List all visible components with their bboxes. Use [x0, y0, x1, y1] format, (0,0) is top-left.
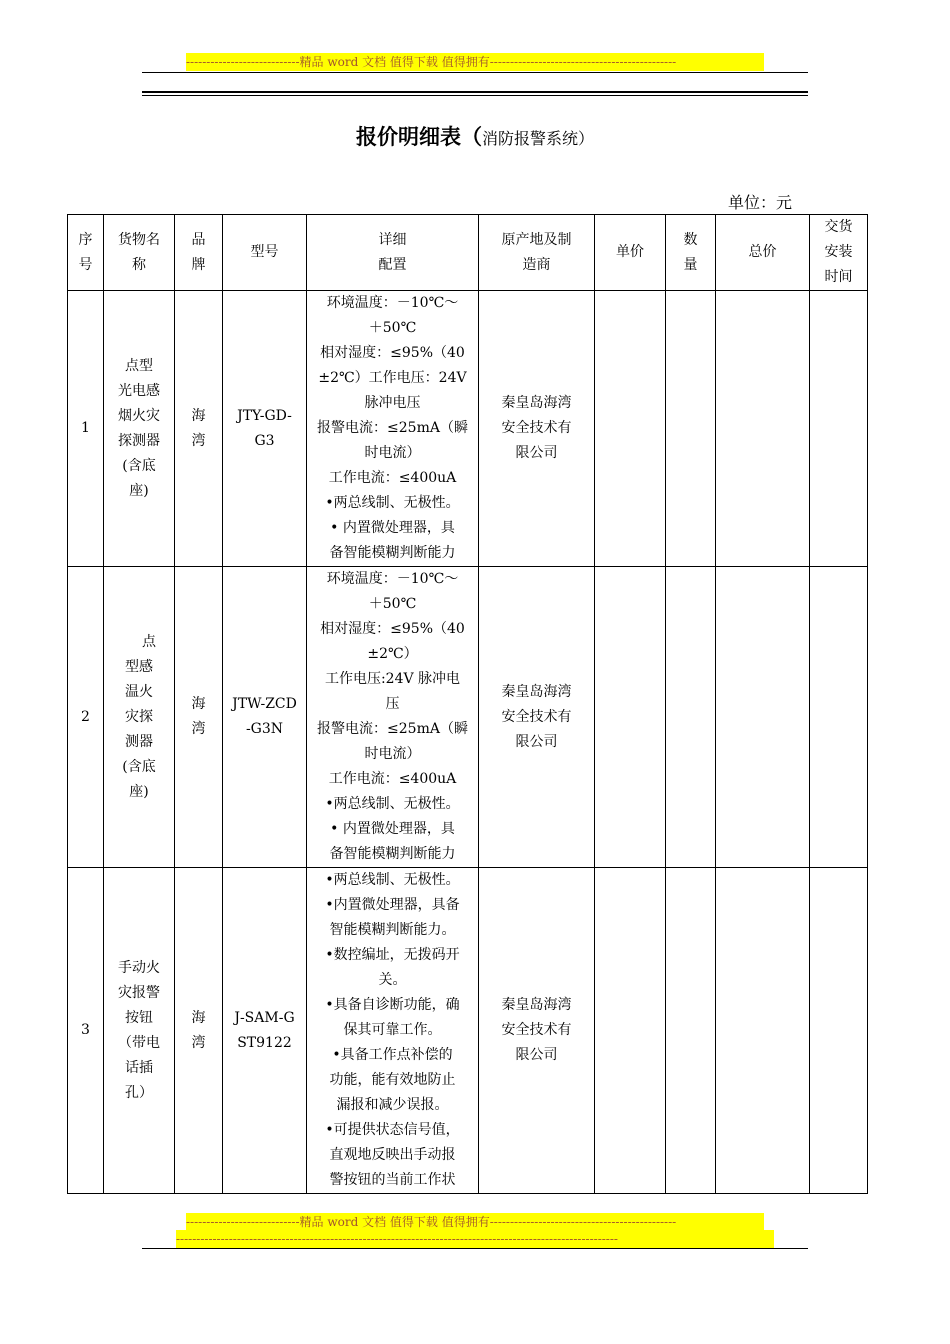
- header-rule-double-a: [142, 91, 808, 93]
- cell-model: JTY-GD- G3: [223, 291, 307, 567]
- cell-total: [716, 868, 810, 1194]
- header-rule-double-b: [142, 95, 808, 96]
- header-delivery: 交货 安装 时间: [810, 215, 868, 291]
- cell-unit-price: [595, 291, 666, 567]
- footer-banner: ----------------------------精品 word 文档 值得下载 值得拥有----------------------------------------------: [186, 1213, 764, 1231]
- cell-unit-price: [595, 567, 666, 868]
- cell-config: 环境温度：－10℃～ ＋50℃ 相对湿度：≤95%（40 ±2℃） 工作电压:24V 脉冲电 压 报警电流：≤25mA（瞬 时电流） 工作电流：≤400uA •两总线制、无极性。 • 内置微处理器，具 备智能模糊判断能力: [307, 567, 479, 868]
- footer-rule: [142, 1248, 808, 1249]
- cell-config: 环境温度：－10℃～ ＋50℃ 相对湿度：≤95%（40 ±2℃）工作电压：24V 脉冲电压 报警电流：≤25mA（瞬 时电流） 工作电流：≤400uA •两总线制、无极性。 • 内置微处理器，具 备智能模糊判断能力: [307, 291, 479, 567]
- cell-seq: 2: [68, 567, 104, 868]
- page-title: [0, 121, 950, 151]
- cell-config: •两总线制、无极性。 •内置微处理器，具备 智能模糊判断能力。 •数控编址，无拨码开 关。 •具备自诊断功能，确 保其可靠工作。 •具备工作点补偿的 功能，能有效地防止 漏报和减少误报。 •可提供状态信号值， 直观地反映出手动报 警按钮的当前工作状: [307, 868, 479, 1194]
- header-origin: 原产地及制 造商: [479, 215, 595, 291]
- table-header-row: [68, 215, 868, 291]
- cell-brand: 海 湾: [175, 567, 223, 868]
- cell-name: 点 型感 温火 灾探 测器 (含底 座): [104, 567, 175, 868]
- cell-brand: 海 湾: [175, 868, 223, 1194]
- unit-label: 单位：元: [728, 193, 793, 212]
- cell-delivery: [810, 291, 868, 567]
- header-name: 货物名 称: [104, 215, 175, 291]
- cell-unit-price: [595, 868, 666, 1194]
- header-brand: 品 牌: [175, 215, 223, 291]
- cell-model: JTW-ZCD -G3N: [223, 567, 307, 868]
- header-seq: 序 号: [68, 215, 104, 291]
- cell-seq: 3: [68, 868, 104, 1194]
- cell-origin: 秦皇岛海湾 安全技术有 限公司: [479, 868, 595, 1194]
- cell-delivery: [810, 868, 868, 1194]
- table-row: [68, 567, 868, 868]
- cell-delivery: [810, 567, 868, 868]
- table-row: [68, 868, 868, 1194]
- cell-total: [716, 291, 810, 567]
- quote-table: [67, 214, 868, 1194]
- header-qty: 数 量: [666, 215, 716, 291]
- header-total: 总价: [716, 215, 810, 291]
- header-model: 型号: [223, 215, 307, 291]
- header-banner: ----------------------------精品 word 文档 值得下载 值得拥有----------------------------------------------: [186, 53, 764, 71]
- title-sub: 消防报警系统）: [481, 129, 594, 148]
- header-unit-price: 单价: [595, 215, 666, 291]
- cell-qty: [666, 567, 716, 868]
- cell-brand: 海 湾: [175, 291, 223, 567]
- cell-qty: [666, 291, 716, 567]
- footer-banner-dashes: -------------------------------------------------------------------------------------------------------------: [176, 1230, 774, 1248]
- title-main: 报价明细表（: [355, 124, 482, 149]
- cell-origin: 秦皇岛海湾 安全技术有 限公司: [479, 291, 595, 567]
- cell-qty: [666, 868, 716, 1194]
- header-config: 详细 配置: [307, 215, 479, 291]
- cell-seq: 1: [68, 291, 104, 567]
- cell-origin: 秦皇岛海湾 安全技术有 限公司: [479, 567, 595, 868]
- cell-name: 手动火 灾报警 按钮 （带电 话插 孔）: [104, 868, 175, 1194]
- table-row: [68, 291, 868, 567]
- cell-model: J-SAM-G ST9122: [223, 868, 307, 1194]
- cell-total: [716, 567, 810, 868]
- cell-name: 点型 光电感 烟火灾 探测器 (含底 座): [104, 291, 175, 567]
- header-rule-top: [142, 72, 808, 73]
